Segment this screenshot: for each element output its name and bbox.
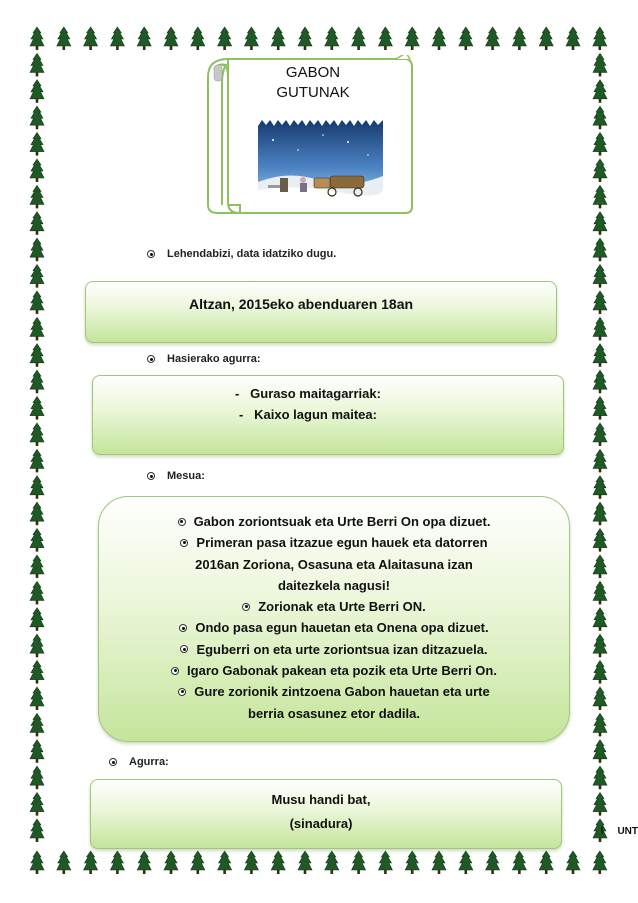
- tree-icon: [593, 687, 607, 710]
- tree-icon: [593, 265, 607, 288]
- tree-icon: [57, 851, 71, 874]
- tree-icon: [30, 555, 44, 578]
- greeting-line-1: - Guraso maitagarriak:: [235, 386, 381, 401]
- tree-icon: [30, 27, 44, 50]
- tree-icon: [30, 793, 44, 816]
- message-box: [98, 496, 570, 742]
- tree-icon: [30, 238, 44, 261]
- message-label-line: [147, 470, 205, 482]
- farewell-box: [90, 779, 562, 849]
- bullet-icon: [171, 667, 179, 675]
- title-line-2: GUTUNAK: [276, 84, 350, 101]
- tree-icon: [137, 27, 151, 50]
- date-text: Altzan, 2015eko abenduaren 18an: [188, 296, 414, 312]
- tree-icon: [593, 344, 607, 367]
- tree-icon: [378, 27, 392, 50]
- tree-icon: [593, 502, 607, 525]
- tree-icon: [30, 212, 44, 235]
- tree-icon: [593, 476, 607, 499]
- tree-icon: [486, 851, 500, 874]
- tree-icon: [137, 851, 151, 874]
- tree-icon: [593, 529, 607, 552]
- tree-icon: [30, 265, 44, 288]
- bullet-icon: [180, 645, 188, 653]
- list-item-text: Primeran pasa itzazue egun hauek eta datorren: [196, 535, 488, 551]
- tree-icon: [593, 53, 607, 76]
- tree-icon: [593, 159, 607, 182]
- tree-icon: [298, 851, 312, 874]
- tree-icon: [30, 133, 44, 156]
- tree-icon: [486, 27, 500, 50]
- greeting-line-2: - Kaixo lagun maitea:: [239, 407, 377, 422]
- list-item-continuation: 2016an Zoriona, Osasuna eta Alaitasuna izan: [195, 556, 473, 572]
- tree-icon: [30, 661, 44, 684]
- bullet-icon: [147, 472, 155, 480]
- list-item: [113, 511, 555, 532]
- bullet-icon: [147, 355, 155, 363]
- greeting-label-line: [147, 353, 261, 365]
- tree-icon: [459, 851, 473, 874]
- list-item: [113, 639, 555, 660]
- tree-icon: [566, 851, 580, 874]
- tree-icon: [593, 423, 607, 446]
- tree-icon: [271, 27, 285, 50]
- tree-icon: [218, 851, 232, 874]
- bullet-icon: [179, 624, 187, 632]
- tree-icon: [593, 766, 607, 789]
- tree-icon: [593, 317, 607, 340]
- tree-icon: [30, 687, 44, 710]
- tree-icon: [30, 291, 44, 314]
- tree-icon: [593, 80, 607, 103]
- signature-line: (sinadura): [289, 816, 353, 831]
- tree-icon: [30, 608, 44, 631]
- tree-icon: [30, 159, 44, 182]
- tree-icon: [30, 344, 44, 367]
- list-item-text: Eguberri on eta urte zoriontsua izan ditzazuela.: [196, 641, 488, 657]
- tree-icon: [164, 27, 178, 50]
- list-item: [113, 596, 555, 617]
- tree-icon: [30, 80, 44, 103]
- tree-icon: [566, 27, 580, 50]
- tree-icon: [352, 27, 366, 50]
- tree-icon: [593, 713, 607, 736]
- tree-icon: [30, 713, 44, 736]
- tree-icon: [539, 851, 553, 874]
- title-line-1: GABON: [285, 64, 341, 81]
- tree-icon: [30, 581, 44, 604]
- tree-icon: [593, 106, 607, 129]
- tree-icon: [432, 27, 446, 50]
- tree-icon: [30, 423, 44, 446]
- tree-icon: [593, 370, 607, 393]
- tree-icon: [30, 529, 44, 552]
- bullet-icon: [109, 758, 117, 766]
- list-item-continuation: berria osasunez etor dadila.: [248, 705, 420, 721]
- tree-icon: [593, 555, 607, 578]
- date-box: [85, 281, 557, 343]
- tree-icon: [405, 851, 419, 874]
- tree-icon: [593, 793, 607, 816]
- bullet-icon: [180, 539, 188, 547]
- farewell-label: Agurra:: [129, 756, 169, 768]
- bullet-icon: [178, 518, 186, 526]
- tree-icon: [593, 634, 607, 657]
- tree-icon: [30, 819, 44, 842]
- tree-icon: [593, 851, 607, 874]
- tree-icon: [352, 851, 366, 874]
- list-item: [113, 660, 555, 681]
- greeting-box: [92, 375, 564, 455]
- tree-icon: [459, 27, 473, 50]
- tree-icon: [191, 851, 205, 874]
- tree-icon: [110, 851, 124, 874]
- list-item-text: Gure zorionik zintzoena Gabon hauetan eta urte: [194, 684, 490, 700]
- tree-icon: [593, 608, 607, 631]
- cut-off-footer-text: [601, 826, 638, 837]
- tree-icon: [593, 449, 607, 472]
- list-item-text: Zorionak eta Urte Berri ON.: [258, 599, 426, 615]
- tree-icon: [244, 851, 258, 874]
- tree-icon: [593, 581, 607, 604]
- list-item: [113, 681, 555, 702]
- list-item-text: Ondo pasa egun hauetan eta Onena opa dizuet.: [195, 620, 489, 636]
- tree-icon: [512, 27, 526, 50]
- bullet-icon: [178, 688, 186, 696]
- tree-icon: [593, 212, 607, 235]
- tree-icon: [30, 766, 44, 789]
- tree-icon: [30, 476, 44, 499]
- tree-icon: [57, 27, 71, 50]
- tree-icon: [432, 851, 446, 874]
- tree-icon: [84, 27, 98, 50]
- tree-icon: [191, 27, 205, 50]
- tree-icon: [325, 851, 339, 874]
- list-item-text: Gabon zoriontsuak eta Urte Berri On opa dizuet.: [193, 514, 491, 529]
- tree-icon: [593, 291, 607, 314]
- tree-icon: [30, 740, 44, 763]
- list-item-continuation: daitezkela nagusi!: [278, 577, 390, 593]
- tree-icon: [512, 851, 526, 874]
- tree-icon: [298, 27, 312, 50]
- intro-text: Lehendabizi, data idatziko dugu.: [167, 248, 337, 260]
- tree-icon: [84, 851, 98, 874]
- tree-icon: [30, 502, 44, 525]
- tree-icon: [593, 397, 607, 420]
- tree-icon: [30, 449, 44, 472]
- winter-sleigh-illustration: [258, 120, 383, 206]
- tree-icon: [30, 106, 44, 129]
- message-list: [113, 511, 555, 724]
- tree-icon: [218, 27, 232, 50]
- tree-icon: [593, 740, 607, 763]
- intro-line: [147, 248, 336, 260]
- tree-icon: [30, 370, 44, 393]
- tree-icon: [30, 53, 44, 76]
- tree-icon: [271, 851, 285, 874]
- tree-icon: [30, 317, 44, 340]
- tree-icon: [593, 133, 607, 156]
- message-label: Mesua:: [167, 470, 205, 482]
- footer-text-right: UNT: [617, 826, 638, 837]
- tree-icon: [164, 851, 178, 874]
- tree-icon: [325, 27, 339, 50]
- farewell-label-line: [109, 756, 169, 768]
- tree-icon: [405, 27, 419, 50]
- tree-icon: [593, 661, 607, 684]
- tree-icon: [30, 397, 44, 420]
- bullet-icon: [242, 603, 250, 611]
- list-item: [113, 617, 555, 638]
- greeting-label: Hasierako agurra:: [167, 353, 261, 365]
- tree-icon: [30, 185, 44, 208]
- tree-icon: [593, 238, 607, 261]
- footer-text-left: l: [600, 826, 604, 837]
- tree-icon: [378, 851, 392, 874]
- tree-icon: [593, 27, 607, 50]
- tree-icon: [30, 851, 44, 874]
- tree-icon: [244, 27, 258, 50]
- tree-icon: [539, 27, 553, 50]
- tree-icon: [30, 634, 44, 657]
- bullet-icon: [147, 250, 155, 258]
- page-title: [258, 63, 368, 103]
- tree-icon: [110, 27, 124, 50]
- farewell-line-1: Musu handi bat,: [271, 792, 371, 807]
- list-item-text: Igaro Gabonak pakean eta pozik eta Urte Berri On.: [187, 663, 497, 679]
- list-item: [113, 532, 555, 553]
- tree-icon: [593, 185, 607, 208]
